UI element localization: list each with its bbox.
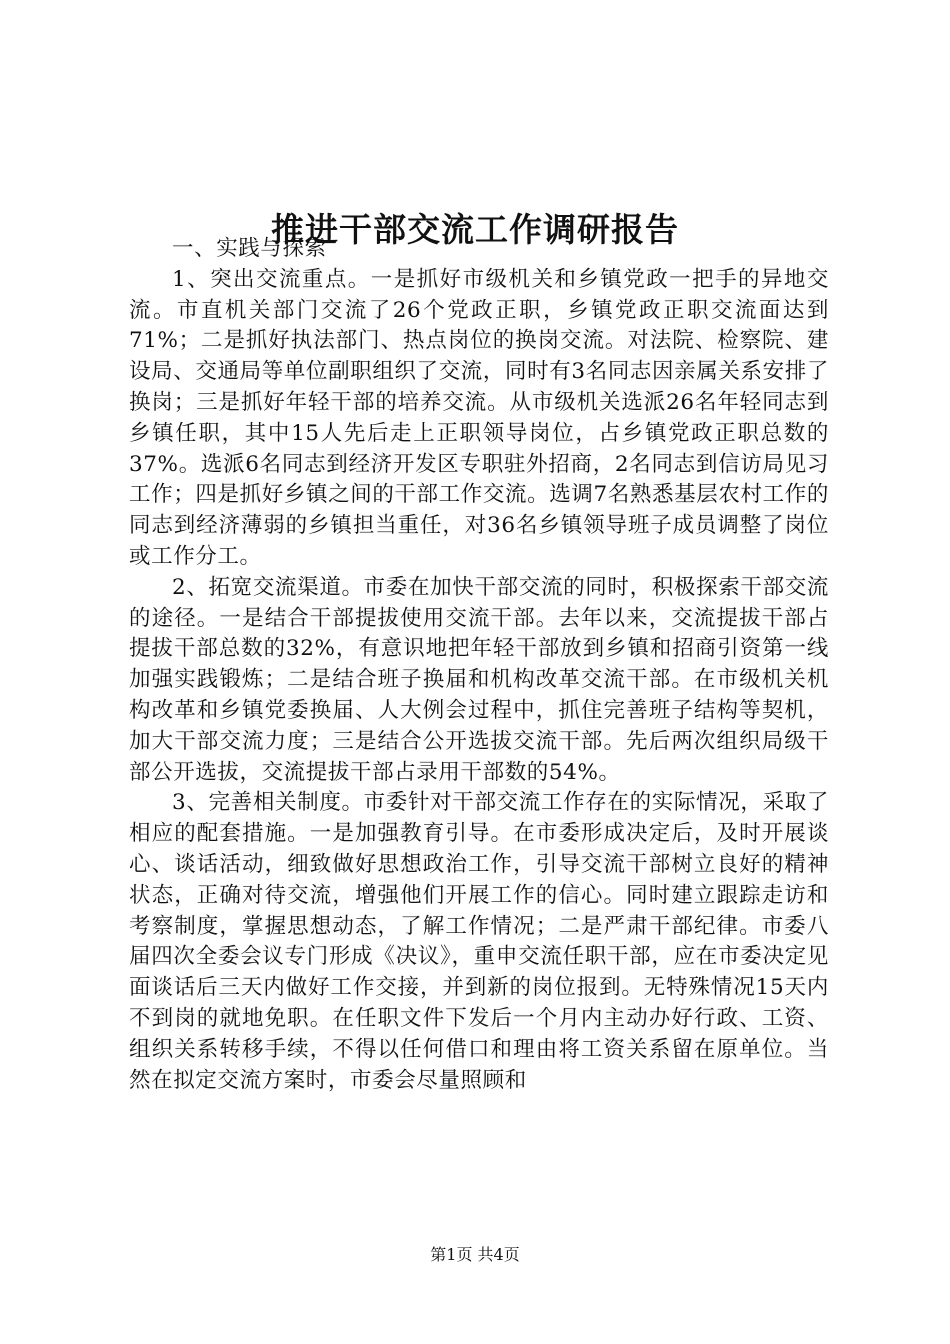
paragraph: 1、突出交流重点。一是抓好市级机关和乡镇党政一把手的异地交流。市直机关部门交流了26个党政正职，乡镇党政正职交流面达到71%；二是抓好执法部门、热点岗位的换岗交流。对法院、检察院、建设局、交通局等单位副职组织了交流，同时有3名同志因亲属关系安排了换岗；三是抓好年轻干部的培养交流。从市级机关选派26名年轻同志到乡镇任职，其中15人先后走上正职领导岗位，占乡镇党政正职总数的37%。选派6名同志到经济开发区专职驻外招商，2名同志到信访局见习工作；四是抓好乡镇之间的干部工作交流。选调7名熟悉基层农村工作的同志到经济薄弱的乡镇担当重任，对36名乡镇领导班子成员调整了岗位或工作分工。 (129, 266, 829, 569)
document-title: 推进干部交流工作调研报告 (271, 210, 679, 250)
document-body (129, 234, 829, 1096)
paragraph: 2、拓宽交流渠道。市委在加快干部交流的同时，积极探索干部交流的途径。一是结合干部提拔使用交流干部。去年以来，交流提拔干部占提拔干部总数的32%，有意识地把年轻干部放到乡镇和招商引资第一线加强实践锻炼；二是结合班子换届和机构改革交流干部。在市级机关机构改革和乡镇党委换届、人大例会过程中，抓住完善班子结构等契机，加大干部交流力度；三是结合公开选拔交流干部。先后两次组织局级干部公开选拔，交流提拔干部占录用干部数的54%。 (129, 574, 829, 785)
page-footer: 第1页 共4页 (430, 1245, 520, 1264)
paragraph: 3、完善相关制度。市委针对干部交流工作存在的实际情况，采取了相应的配套措施。一是加强教育引导。在市委形成决定后，及时开展谈心、谈话活动，细致做好思想政治工作，引导交流干部树立良好的精神状态，正确对待交流，增强他们开展工作的信心。同时建立跟踪走访和考察制度，掌握思想动态，了解工作情况；二是严肃干部纪律。市委八届四次全委会议专门形成《决议》，重申交流任职干部，应在市委决定见面谈话后三天内做好工作交接，并到新的岗位报到。无特殊情况15天内不到岗的就地免职。在任职文件下发后一个月内主动办好行政、工资、组织关系转移手续，不得以任何借口和理由将工资关系留在原单位。当然在拟定交流方案时，市委会尽量照顾和 (129, 790, 829, 1093)
section-heading: 一、实践与探索 (172, 236, 327, 261)
